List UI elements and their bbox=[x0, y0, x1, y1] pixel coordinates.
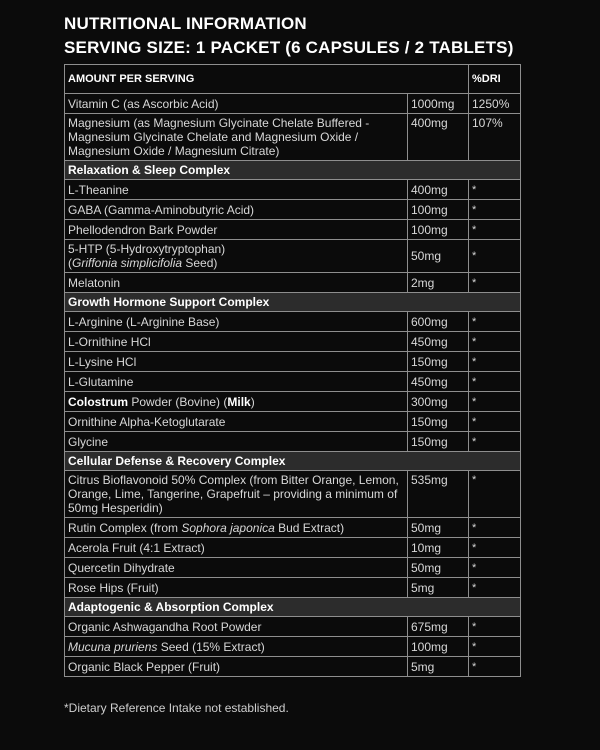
nutrient-dri: * bbox=[469, 558, 521, 578]
name-part: 5-HTP (5-Hydroxytryptophan) bbox=[68, 242, 226, 256]
nutrient-name: L-Theanine bbox=[65, 180, 408, 200]
nutrient-dri: * bbox=[469, 180, 521, 200]
section-title: Relaxation & Sleep Complex bbox=[65, 161, 521, 180]
table-header-row bbox=[65, 65, 521, 94]
nutrient-amount: 100mg bbox=[408, 200, 469, 220]
nutrient-name: Melatonin bbox=[65, 273, 408, 293]
nutrient-name: Organic Ashwagandha Root Powder bbox=[65, 617, 408, 637]
nutrient-name: L-Ornithine HCl bbox=[65, 332, 408, 352]
nutrient-amount: 100mg bbox=[408, 220, 469, 240]
name-part: Rutin Complex (from bbox=[68, 520, 182, 535]
nutrient-name: Phellodendron Bark Powder bbox=[65, 220, 408, 240]
nutrient-amount: 5mg bbox=[408, 578, 469, 598]
table-row bbox=[65, 518, 521, 538]
name-part: Bud Extract) bbox=[274, 520, 345, 535]
section-title: Growth Hormone Support Complex bbox=[65, 293, 521, 312]
nutrient-amount: 2mg bbox=[408, 273, 469, 293]
name-part: ) bbox=[250, 394, 255, 409]
nutrient-dri: * bbox=[469, 578, 521, 598]
table-row bbox=[65, 657, 521, 677]
species-name: Mucuna pruriens bbox=[68, 639, 158, 654]
nutrient-amount: 450mg bbox=[408, 332, 469, 352]
nutrient-dri: * bbox=[469, 657, 521, 677]
nutrient-amount: 50mg bbox=[408, 558, 469, 578]
table-row bbox=[65, 538, 521, 558]
nutrient-name bbox=[65, 392, 408, 412]
table-row bbox=[65, 273, 521, 293]
nutrient-dri: * bbox=[469, 332, 521, 352]
nutrient-amount: 535mg bbox=[408, 471, 469, 518]
name-part: Powder (Bovine) ( bbox=[128, 394, 228, 409]
title-line-2: SERVING SIZE: 1 PACKET (6 CAPSULES / 2 TABLETS) bbox=[64, 38, 514, 57]
header-amount-per-serving: AMOUNT PER SERVING bbox=[65, 65, 469, 94]
table-row bbox=[65, 94, 521, 114]
table-row bbox=[65, 637, 521, 657]
nutrient-name: Vitamin C (as Ascorbic Acid) bbox=[65, 94, 408, 114]
species-name: Griffonia simplicifolia bbox=[72, 256, 183, 270]
nutrient-name: Glycine bbox=[65, 432, 408, 452]
nutrient-dri: * bbox=[469, 312, 521, 332]
nutrient-name: L-Lysine HCl bbox=[65, 352, 408, 372]
table-row bbox=[65, 471, 521, 518]
nutrient-dri: * bbox=[469, 392, 521, 412]
nutrient-amount: 150mg bbox=[408, 432, 469, 452]
nutrient-dri: * bbox=[469, 617, 521, 637]
table-row bbox=[65, 200, 521, 220]
nutrient-amount: 400mg bbox=[408, 180, 469, 200]
nutrient-amount: 150mg bbox=[408, 412, 469, 432]
table-row bbox=[65, 392, 521, 412]
table-row bbox=[65, 180, 521, 200]
name-part: Seed (15% Extract) bbox=[157, 639, 265, 654]
nutrient-name: GABA (Gamma-Aminobutyric Acid) bbox=[65, 200, 408, 220]
table-row bbox=[65, 332, 521, 352]
table-row bbox=[65, 412, 521, 432]
table-row bbox=[65, 114, 521, 161]
nutrient-name: L-Glutamine bbox=[65, 372, 408, 392]
nutrient-amount: 1000mg bbox=[408, 94, 469, 114]
nutrient-dri: * bbox=[469, 637, 521, 657]
title-line-1: NUTRITIONAL INFORMATION bbox=[64, 14, 307, 33]
nutrient-amount: 400mg bbox=[408, 114, 469, 161]
nutrient-amount: 100mg bbox=[408, 637, 469, 657]
nutrient-amount: 300mg bbox=[408, 392, 469, 412]
nutrient-dri: * bbox=[469, 432, 521, 452]
nutrient-name: 5-HTP (5-Hydroxytryptophan) (Griffonia simplicifolia Seed) bbox=[65, 240, 408, 273]
nutrient-name: Organic Black Pepper (Fruit) bbox=[65, 657, 408, 677]
nutrient-amount: 450mg bbox=[408, 372, 469, 392]
section-title: Adaptogenic & Absorption Complex bbox=[65, 598, 521, 617]
nutrient-dri: * bbox=[469, 538, 521, 558]
table-row bbox=[65, 578, 521, 598]
nutrient-dri: 107% bbox=[469, 114, 521, 161]
nutrient-dri: 1250% bbox=[469, 94, 521, 114]
header-dri: %DRI bbox=[469, 65, 521, 94]
name-part: Seed) bbox=[182, 256, 218, 270]
species-name: Sophora japonica bbox=[181, 520, 275, 535]
nutrient-amount: 50mg bbox=[408, 240, 469, 273]
nutrient-name: Quercetin Dihydrate bbox=[65, 558, 408, 578]
allergen-milk: Milk bbox=[227, 394, 251, 409]
nutrition-table bbox=[64, 64, 521, 677]
nutrient-dri: * bbox=[469, 352, 521, 372]
nutrient-dri: * bbox=[469, 273, 521, 293]
nutrient-dri: * bbox=[469, 200, 521, 220]
nutrient-name bbox=[65, 637, 408, 657]
allergen-colostrum: Colostrum bbox=[68, 394, 128, 409]
table-row bbox=[65, 558, 521, 578]
nutrient-dri: * bbox=[469, 372, 521, 392]
nutrient-dri: * bbox=[469, 240, 521, 273]
nutrient-name: Citrus Bioflavonoid 50% Complex (from Bitter Orange, Lemon, Orange, Lime, Tangerine, Grapefruit – providing a minimum of 50mg Hesperidin) bbox=[65, 471, 408, 518]
nutrient-name: L-Arginine (L-Arginine Base) bbox=[65, 312, 408, 332]
nutrient-name: Magnesium (as Magnesium Glycinate Chelate Buffered - Magnesium Glycinate Chelate and Magnesium Oxide / Magnesium Oxide / Magnesium Citrate) bbox=[65, 114, 408, 161]
table-row bbox=[65, 617, 521, 637]
nutrient-dri: * bbox=[469, 471, 521, 518]
table-row bbox=[65, 372, 521, 392]
panel-title bbox=[64, 12, 514, 60]
nutrient-amount: 10mg bbox=[408, 538, 469, 558]
nutrient-amount: 50mg bbox=[408, 518, 469, 538]
nutrient-name bbox=[65, 518, 408, 538]
nutrient-amount: 5mg bbox=[408, 657, 469, 677]
table-row bbox=[65, 432, 521, 452]
nutrient-amount: 600mg bbox=[408, 312, 469, 332]
nutrient-name: Ornithine Alpha-Ketoglutarate bbox=[65, 412, 408, 432]
table-row bbox=[65, 312, 521, 332]
section-row bbox=[65, 161, 521, 180]
nutrient-dri: * bbox=[469, 220, 521, 240]
section-row bbox=[65, 598, 521, 617]
section-row bbox=[65, 452, 521, 471]
section-title: Cellular Defense & Recovery Complex bbox=[65, 452, 521, 471]
nutrient-amount: 675mg bbox=[408, 617, 469, 637]
nutrient-dri: * bbox=[469, 518, 521, 538]
section-row bbox=[65, 293, 521, 312]
nutrient-name: Acerola Fruit (4:1 Extract) bbox=[65, 538, 408, 558]
nutrient-name: Rose Hips (Fruit) bbox=[65, 578, 408, 598]
table-row bbox=[65, 240, 521, 273]
nutrient-amount: 150mg bbox=[408, 352, 469, 372]
nutrient-dri: * bbox=[469, 412, 521, 432]
table-row bbox=[65, 352, 521, 372]
table-row bbox=[65, 220, 521, 240]
footnote: *Dietary Reference Intake not established. bbox=[64, 701, 289, 715]
